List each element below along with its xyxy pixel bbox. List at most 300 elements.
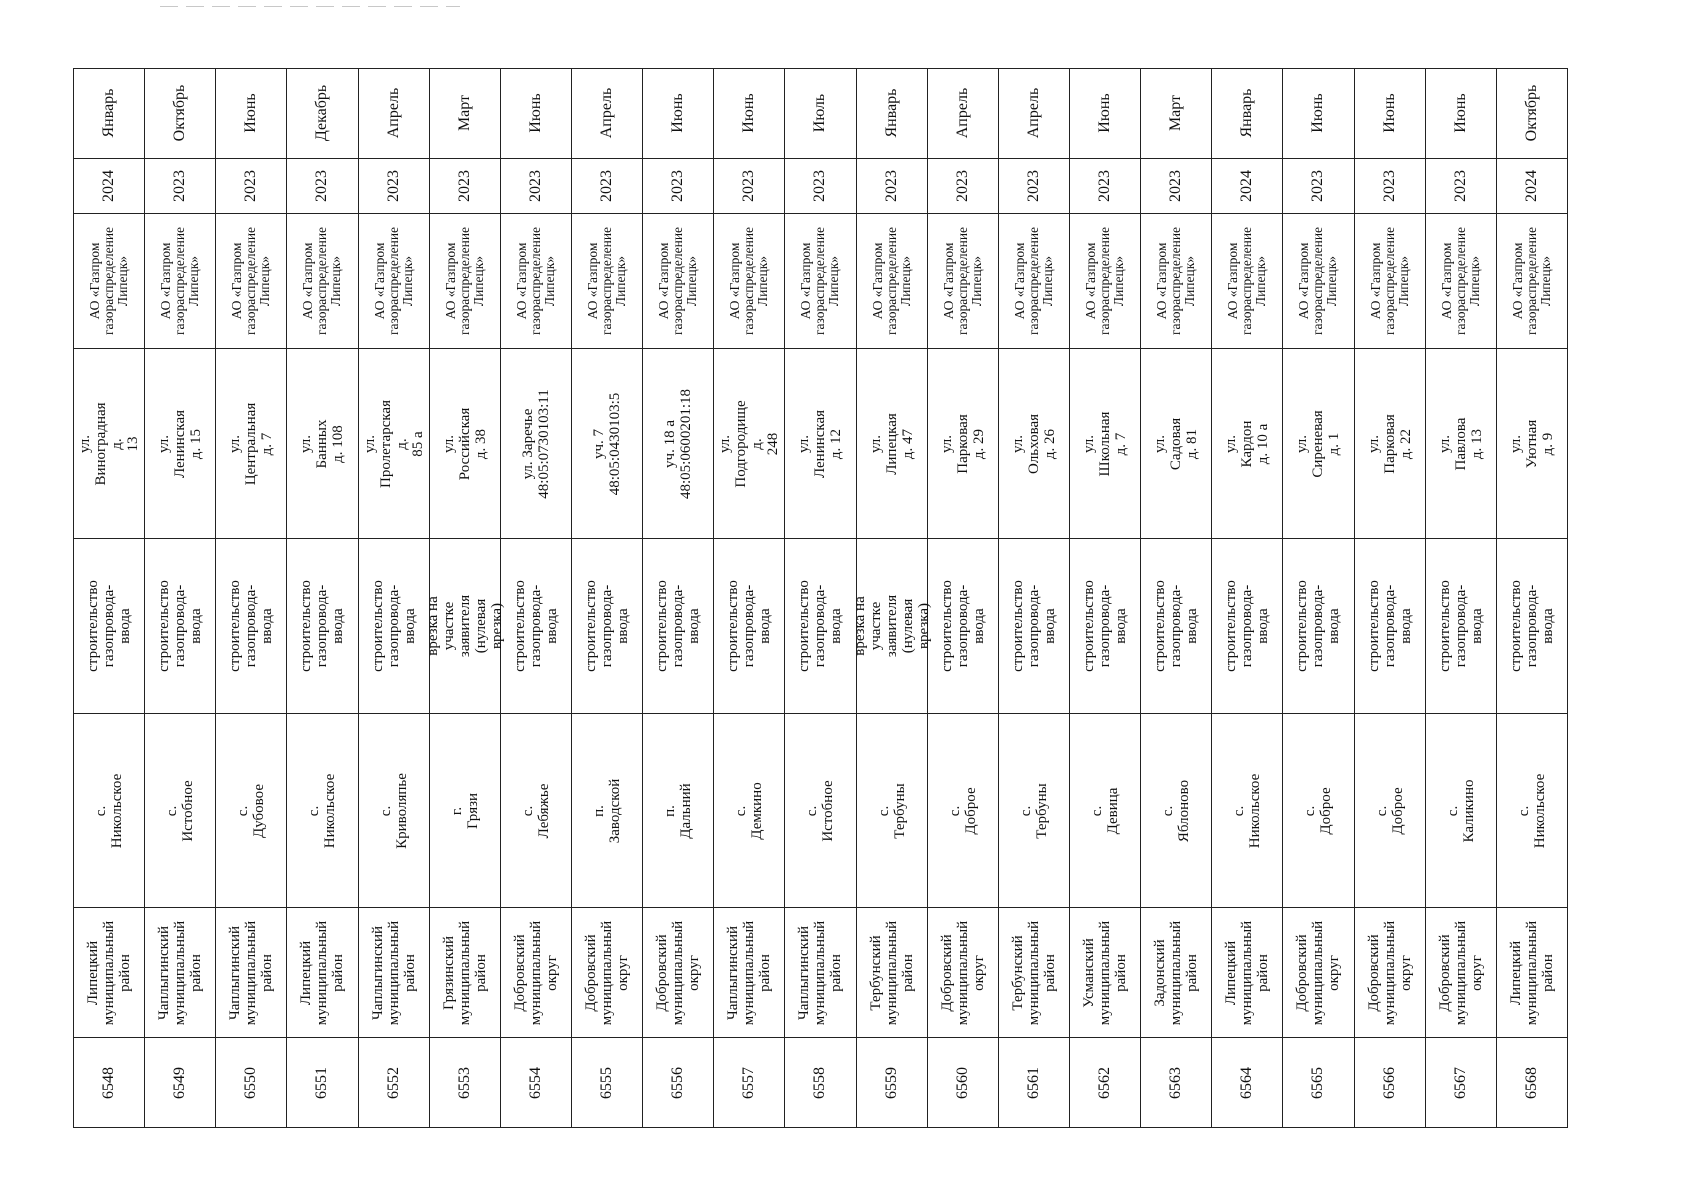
district-cell <box>1070 907 1140 1037</box>
organization-cell <box>430 213 500 349</box>
organization-cell <box>1355 213 1425 349</box>
work-type-cell-text: строительство газопровода-ввода <box>654 580 703 672</box>
year-cell-text: 2024 <box>100 169 118 202</box>
record-number-text: 6558 <box>811 1066 829 1099</box>
settlement-cell <box>785 713 855 908</box>
settlement-cell <box>1497 713 1567 908</box>
work-type-cell-text: строительство газопровода-ввода <box>1365 580 1414 672</box>
record-number <box>928 1037 998 1127</box>
work-type-cell <box>851 538 932 713</box>
year-cell <box>216 158 286 213</box>
organization-cell-text: АО «Газпром газораспределение Липецк» <box>513 227 557 336</box>
settlement-cell-text: с. Доброе <box>946 786 979 835</box>
settlement-cell-text: с. Лебяжье <box>519 783 552 838</box>
address-cell-text: ул. Центральная д. 7 <box>227 402 276 486</box>
work-type-cell-text: строительство газопровода-ввода <box>1294 580 1343 672</box>
organization-cell-text: АО «Газпром газораспределение Липецк» <box>371 227 415 336</box>
record-number <box>359 1037 429 1127</box>
month-cell-text: Октябрь <box>171 85 189 142</box>
address-cell-text: ул. Ольховая д. 26 <box>1009 413 1058 474</box>
year-cell <box>359 158 429 213</box>
month-cell <box>1497 69 1567 158</box>
work-type-cell-text: строительство газопровода-ввода <box>583 580 632 672</box>
record-number-text: 6557 <box>740 1066 758 1099</box>
year-cell <box>714 158 784 213</box>
district-cell <box>999 907 1069 1037</box>
work-type-cell <box>1283 538 1353 713</box>
address-cell-text: ул. Уютная д. 9 <box>1507 419 1556 469</box>
year-cell <box>1141 158 1211 213</box>
district-cell <box>1355 907 1425 1037</box>
record-number <box>216 1037 286 1127</box>
record-number <box>430 1037 500 1127</box>
month-cell-text: Апрель <box>1024 88 1042 139</box>
year-cell <box>430 158 500 213</box>
district-cell-text: Чаплыгинский муниципальный район <box>725 920 774 1025</box>
organization-cell-text: АО «Газпром газораспределение Липецк» <box>1296 227 1340 336</box>
year-cell <box>857 158 927 213</box>
year-cell-text: 2023 <box>598 169 616 202</box>
record-number-text: 6556 <box>669 1066 687 1099</box>
table-row <box>928 69 999 1127</box>
month-cell-text: Январь <box>100 88 118 138</box>
district-cell <box>1212 907 1282 1037</box>
year-cell-text: 2024 <box>1522 169 1540 202</box>
month-cell <box>287 69 357 158</box>
record-number-text: 6563 <box>1167 1066 1185 1099</box>
month-cell <box>928 69 998 158</box>
district-cell <box>74 907 144 1037</box>
table-row <box>287 69 358 1127</box>
year-cell-text: 2023 <box>882 169 900 202</box>
table-row <box>145 69 216 1127</box>
address-cell-text: ул. Заречье 48:05:0730103:11 <box>519 389 552 499</box>
district-cell-text: Задонский муниципальный район <box>1152 920 1201 1025</box>
record-number <box>1141 1037 1211 1127</box>
record-number-text: 6564 <box>1238 1066 1256 1099</box>
record-number <box>1070 1037 1140 1127</box>
month-cell <box>430 69 500 158</box>
organization-cell <box>572 213 642 349</box>
record-number-text: 6559 <box>882 1066 900 1099</box>
address-cell-text: ул. Липецкая д. 47 <box>867 413 916 475</box>
record-number <box>1355 1037 1425 1127</box>
month-cell-text: Июнь <box>526 93 544 134</box>
record-number <box>1426 1037 1496 1127</box>
work-type-cell-text: строительство газопровода-ввода <box>227 580 276 672</box>
record-number <box>1283 1037 1353 1127</box>
organization-cell <box>643 213 713 349</box>
organization-cell-text: АО «Газпром газораспределение Липецк» <box>87 227 131 336</box>
settlement-cell-text: с. Демкино <box>733 781 766 840</box>
organization-cell <box>785 213 855 349</box>
address-cell <box>1070 348 1140 538</box>
district-cell <box>785 907 855 1037</box>
month-cell <box>785 69 855 158</box>
settlement-cell <box>430 713 500 908</box>
record-number <box>1497 1037 1567 1127</box>
district-cell <box>928 907 998 1037</box>
settlement-cell <box>501 713 571 908</box>
work-type-cell <box>359 538 429 713</box>
year-cell <box>145 158 215 213</box>
address-cell <box>785 348 855 538</box>
settlement-cell <box>287 713 357 908</box>
district-cell-text: Чаплыгинский муниципальный район <box>156 920 205 1025</box>
year-cell <box>643 158 713 213</box>
organization-cell <box>1141 213 1211 349</box>
district-cell <box>216 907 286 1037</box>
work-type-cell <box>1141 538 1211 713</box>
year-cell-text: 2023 <box>1309 169 1327 202</box>
year-cell-text: 2023 <box>1096 169 1114 202</box>
organization-cell-text: АО «Газпром газораспределение Липецк» <box>1225 227 1269 336</box>
table-row <box>1212 69 1283 1127</box>
organization-cell-text: АО «Газпром газораспределение Липецк» <box>798 227 842 336</box>
scan-artifact <box>160 6 460 7</box>
organization-cell <box>1426 213 1496 349</box>
settlement-cell-text: с. Доброе <box>1302 786 1335 835</box>
month-cell <box>1141 69 1211 158</box>
month-cell-text: Июнь <box>1380 93 1398 134</box>
organization-cell-text: АО «Газпром газораспределение Липецк» <box>869 227 913 336</box>
record-number <box>999 1037 1069 1127</box>
work-type-cell-text: строительство газопровода-ввода <box>725 580 774 672</box>
address-cell <box>857 348 927 538</box>
work-type-cell <box>572 538 642 713</box>
address-cell-text: ул. Садовая д. 81 <box>1152 417 1201 470</box>
year-cell <box>928 158 998 213</box>
month-cell <box>216 69 286 158</box>
address-cell <box>145 348 215 538</box>
address-cell-text: ул. Школьная д. 7 <box>1081 411 1130 477</box>
table-row <box>1141 69 1212 1127</box>
work-type-cell-text: строительство газопровода-ввода <box>511 580 560 672</box>
settlement-cell <box>145 713 215 908</box>
table-row <box>1070 69 1141 1127</box>
organization-cell-text: АО «Газпром газораспределение Липецк» <box>585 227 629 336</box>
month-cell-text: Июль <box>811 94 829 133</box>
record-number-text: 6552 <box>384 1066 402 1099</box>
district-cell-text: Чаплыгинский муниципальный район <box>227 920 276 1025</box>
district-cell-text: Добровский муниципальный округ <box>938 920 987 1025</box>
district-cell-text: Липецкий муниципальный район <box>298 920 347 1025</box>
month-cell-text: Июнь <box>669 93 687 134</box>
month-cell-text: Октябрь <box>1522 85 1540 142</box>
address-cell <box>1497 348 1567 538</box>
organization-cell-text: АО «Газпром газораспределение Липецк» <box>1509 227 1553 336</box>
year-cell <box>1283 158 1353 213</box>
record-number-text: 6562 <box>1096 1066 1114 1099</box>
district-cell <box>1426 907 1496 1037</box>
settlement-cell <box>1070 713 1140 908</box>
district-cell-text: Грязинский муниципальный район <box>440 920 489 1025</box>
month-cell <box>1212 69 1282 158</box>
organization-cell-text: АО «Газпром газораспределение Липецк» <box>727 227 771 336</box>
table-row <box>216 69 287 1127</box>
settlement-cell-text: с. Тербуны <box>1017 782 1050 839</box>
settlement-cell-text: с. Истобное <box>804 779 837 842</box>
district-cell-text: Чаплыгинский муниципальный район <box>796 920 845 1025</box>
settlement-cell-text: с. Истобное <box>164 779 197 842</box>
month-cell-text: Апрель <box>598 88 616 139</box>
address-cell-text: ул. Подгородище д. 248 <box>717 400 782 488</box>
record-number-text: 6551 <box>313 1066 331 1099</box>
district-cell-text: Усманский муниципальный район <box>1081 920 1130 1025</box>
record-number <box>572 1037 642 1127</box>
district-cell-text: Добровский муниципальный округ <box>654 920 703 1025</box>
work-type-cell-text: врезка на участке заявителя (нулевая врезка) <box>851 594 932 658</box>
district-cell <box>572 907 642 1037</box>
record-number <box>1212 1037 1282 1127</box>
month-cell-text: Июнь <box>242 93 260 134</box>
month-cell <box>359 69 429 158</box>
record-number <box>857 1037 927 1127</box>
registry-table <box>73 68 1568 1128</box>
organization-cell-text: АО «Газпром газораспределение Липецк» <box>656 227 700 336</box>
district-cell <box>1283 907 1353 1037</box>
settlement-cell <box>999 713 1069 908</box>
work-type-cell-text: строительство газопровода-ввода <box>1009 580 1058 672</box>
work-type-cell-text: строительство газопровода-ввода <box>298 580 347 672</box>
table-row <box>785 69 856 1127</box>
district-cell-text: Тербунский муниципальный район <box>867 920 916 1025</box>
settlement-cell-text: с. Никольское <box>93 773 126 848</box>
month-cell <box>501 69 571 158</box>
address-cell <box>287 348 357 538</box>
month-cell <box>572 69 642 158</box>
district-cell <box>643 907 713 1037</box>
district-cell <box>287 907 357 1037</box>
work-type-cell <box>999 538 1069 713</box>
month-cell <box>145 69 215 158</box>
month-cell-text: Июнь <box>740 93 758 134</box>
record-number <box>714 1037 784 1127</box>
year-cell <box>287 158 357 213</box>
table-row <box>851 69 932 1127</box>
settlement-cell-text: г. Грязи <box>448 792 481 829</box>
year-cell-text: 2023 <box>384 169 402 202</box>
work-type-cell-text: строительство газопровода-ввода <box>85 580 134 672</box>
settlement-cell-text: п. Дальний <box>662 782 695 839</box>
year-cell-text: 2023 <box>242 169 260 202</box>
work-type-cell <box>714 538 784 713</box>
address-cell <box>572 348 642 538</box>
record-number <box>74 1037 144 1127</box>
work-type-cell <box>1212 538 1282 713</box>
work-type-cell-text: строительство газопровода-ввода <box>1507 580 1556 672</box>
table-row <box>74 69 145 1127</box>
address-cell-text: уч. 18 а 48:05:0600201:18 <box>662 388 695 499</box>
record-number <box>501 1037 571 1127</box>
record-number-text: 6568 <box>1522 1066 1540 1099</box>
address-cell <box>430 348 500 538</box>
district-cell <box>1497 907 1567 1037</box>
record-number-text: 6554 <box>526 1066 544 1099</box>
organization-cell <box>857 213 927 349</box>
address-cell-text: ул. Пролетарская д. 85 а <box>361 399 426 488</box>
address-cell-text: ул. Павлова д. 13 <box>1436 417 1485 471</box>
district-cell <box>145 907 215 1037</box>
organization-cell <box>1497 213 1567 349</box>
organization-cell <box>999 213 1069 349</box>
address-cell <box>216 348 286 538</box>
district-cell <box>359 907 429 1037</box>
month-cell-text: Июнь <box>1096 93 1114 134</box>
organization-cell <box>1212 213 1282 349</box>
address-cell-text: ул. Парковая д. 29 <box>938 414 987 474</box>
settlement-cell <box>572 713 642 908</box>
settlement-cell-text: с. Доброе <box>1373 786 1406 835</box>
month-cell-text: Декабрь <box>313 85 331 142</box>
organization-cell <box>359 213 429 349</box>
organization-cell-text: АО «Газпром газораспределение Липецк» <box>1438 227 1482 336</box>
address-cell <box>999 348 1069 538</box>
year-cell-text: 2023 <box>313 169 331 202</box>
work-type-cell <box>643 538 713 713</box>
settlement-cell-text: с. Тербуны <box>875 782 908 839</box>
record-number-text: 6561 <box>1024 1066 1042 1099</box>
organization-cell <box>1283 213 1353 349</box>
settlement-cell <box>216 713 286 908</box>
settlement-cell-text: с. Яблоново <box>1160 779 1193 842</box>
settlement-cell-text: с. Никольское <box>1515 773 1548 848</box>
table-row <box>572 69 643 1127</box>
month-cell <box>1283 69 1353 158</box>
year-cell-text: 2023 <box>669 169 687 202</box>
work-type-cell <box>287 538 357 713</box>
organization-cell <box>714 213 784 349</box>
month-cell <box>74 69 144 158</box>
month-cell-text: Март <box>1167 95 1185 132</box>
address-cell-text: ул. Парковая д. 22 <box>1365 414 1414 474</box>
year-cell <box>1212 158 1282 213</box>
address-cell <box>1355 348 1425 538</box>
settlement-cell <box>1141 713 1211 908</box>
year-cell <box>1070 158 1140 213</box>
district-cell <box>501 907 571 1037</box>
settlement-cell <box>1426 713 1496 908</box>
organization-cell <box>145 213 215 349</box>
month-cell-text: Июнь <box>1309 93 1327 134</box>
settlement-cell <box>857 713 927 908</box>
organization-cell-text: АО «Газпром газораспределение Липецк» <box>442 227 486 336</box>
settlement-cell <box>714 713 784 908</box>
settlement-cell <box>359 713 429 908</box>
table-row <box>501 69 572 1127</box>
address-cell <box>1141 348 1211 538</box>
address-cell-text: ул. Кардон д. 10 а <box>1223 420 1272 468</box>
address-cell-text: ул. Банных д. 108 <box>298 419 347 469</box>
work-type-cell <box>74 538 144 713</box>
year-cell-text: 2023 <box>526 169 544 202</box>
month-cell <box>1426 69 1496 158</box>
organization-cell-text: АО «Газпром газораспределение Липецк» <box>1154 227 1198 336</box>
month-cell-text: Апрель <box>953 88 971 139</box>
table-row <box>1355 69 1426 1127</box>
address-cell-text: ул. Российская д. 38 <box>440 407 489 481</box>
table-row <box>1497 69 1567 1127</box>
district-cell <box>714 907 784 1037</box>
work-type-cell <box>501 538 571 713</box>
year-cell-text: 2023 <box>1167 169 1185 202</box>
year-cell <box>501 158 571 213</box>
address-cell <box>359 348 429 538</box>
table-row <box>643 69 714 1127</box>
work-type-cell <box>1426 538 1496 713</box>
work-type-cell <box>785 538 855 713</box>
address-cell-text: ул. Виноградная д. 13 <box>77 402 142 486</box>
year-cell <box>1497 158 1567 213</box>
district-cell <box>430 907 500 1037</box>
work-type-cell <box>1497 538 1567 713</box>
organization-cell-text: АО «Газпром газораспределение Липецк» <box>300 227 344 336</box>
settlement-cell-text: с. Никольское <box>306 773 339 848</box>
work-type-cell-text: строительство газопровода-ввода <box>156 580 205 672</box>
work-type-cell <box>928 538 998 713</box>
month-cell-text: Март <box>455 95 473 132</box>
work-type-cell <box>145 538 215 713</box>
month-cell-text: Июнь <box>1451 93 1469 134</box>
table-row <box>714 69 785 1127</box>
settlement-cell <box>643 713 713 908</box>
settlement-cell <box>74 713 144 908</box>
work-type-cell <box>1355 538 1425 713</box>
address-cell <box>1283 348 1353 538</box>
address-cell-text: ул. Ленинская д. 12 <box>796 409 845 478</box>
settlement-cell <box>1283 713 1353 908</box>
work-type-cell-text: строительство газопровода-ввода <box>1081 580 1130 672</box>
settlement-cell <box>928 713 998 908</box>
year-cell-text: 2023 <box>1451 169 1469 202</box>
record-number <box>785 1037 855 1127</box>
record-number-text: 6560 <box>953 1066 971 1099</box>
district-cell-text: Добровский муниципальный округ <box>1294 920 1343 1025</box>
address-cell <box>643 348 713 538</box>
record-number-text: 6549 <box>171 1066 189 1099</box>
work-type-cell-text: строительство газопровода-ввода <box>1152 580 1201 672</box>
month-cell-text: Апрель <box>384 88 402 139</box>
settlement-cell-text: с. Никольское <box>1231 773 1264 848</box>
month-cell <box>999 69 1069 158</box>
organization-cell-text: АО «Газпром газораспределение Липецк» <box>158 227 202 336</box>
work-type-cell-text: строительство газопровода-ввода <box>1436 580 1485 672</box>
work-type-cell <box>1070 538 1140 713</box>
district-cell-text: Добровский муниципальный округ <box>511 920 560 1025</box>
settlement-cell-text: с. Криволяпье <box>377 772 410 849</box>
work-type-cell-text: строительство газопровода-ввода <box>369 580 418 672</box>
organization-cell-text: АО «Газпром газораспределение Липецк» <box>940 227 984 336</box>
address-cell <box>1212 348 1282 538</box>
year-cell-text: 2023 <box>953 169 971 202</box>
work-type-cell-text: строительство газопровода-ввода <box>796 580 845 672</box>
address-cell <box>1426 348 1496 538</box>
month-cell <box>643 69 713 158</box>
year-cell-text: 2023 <box>1024 169 1042 202</box>
address-cell-text: ул. Ленинская д. 15 <box>156 409 205 478</box>
district-cell-text: Тербунский муниципальный район <box>1009 920 1058 1025</box>
year-cell <box>999 158 1069 213</box>
month-cell <box>857 69 927 158</box>
address-cell <box>501 348 571 538</box>
work-type-cell-text: строительство газопровода-ввода <box>938 580 987 672</box>
organization-cell-text: АО «Газпром газораспределение Липецк» <box>1367 227 1411 336</box>
district-cell <box>1141 907 1211 1037</box>
organization-cell <box>287 213 357 349</box>
month-cell-text: Январь <box>882 88 900 138</box>
organization-cell <box>216 213 286 349</box>
organization-cell-text: АО «Газпром газораспределение Липецк» <box>229 227 273 336</box>
